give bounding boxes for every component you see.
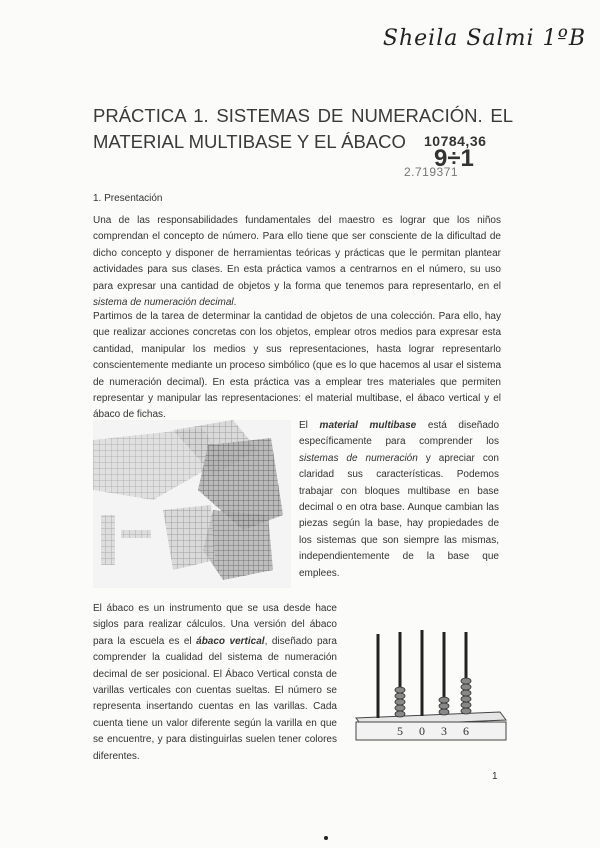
p4-text-a: El ábaco es un instrumento que se usa desde hace siglos para realizar cálculos. Una versión del ábaco para la escuela es el xyxy=(93,603,337,647)
abacus-digit-3: 6 xyxy=(463,724,469,738)
p3-text-b: está diseñado específicamente para comprender los xyxy=(299,420,500,448)
deco-number-bottom: 2.719371 xyxy=(404,165,459,179)
decorative-numbers-image xyxy=(404,133,514,183)
p4-strong xyxy=(196,636,264,647)
p3-emphasis: sistemas de numeración xyxy=(299,452,418,464)
scan-mark xyxy=(324,836,328,840)
abacus-digit-1: 0 xyxy=(419,724,425,738)
paragraph-abacus xyxy=(93,601,337,765)
p3-text-c: y apreciar con claridad sus características. Podemos trabajar con bloques multibase en base decimal o en otra base. Aunque cambian las piezas según la base, hay propiedades de los sistemas que son siempre las mismas, independientemente de la base que emplees. xyxy=(299,452,499,579)
p1-text: Una de las responsabilidades fundamentales del maestro es lograr que los niños comprendan el concepto de número. Para ello tiene que ser consciente de la dificultad de dicho concepto y disponer de herramientas teóricas y prácticas que le permitan plantear actividades para sus clases. En esta práctica vamos a centrarnos en el número, su uso para expresar una cantidad de objetos y la forma que tenemos para representarlo, en el xyxy=(93,215,501,292)
p1-end: . xyxy=(233,297,237,309)
vertical-abacus-illustration xyxy=(350,626,510,744)
deco-number-top: 10784,36 xyxy=(424,133,487,149)
multibase-blocks-photo xyxy=(93,420,291,588)
abacus-digit-0: 5 xyxy=(397,724,403,738)
paragraph-intro xyxy=(93,213,501,311)
p4-text-b: , diseñado para comprender la cualidad del sistema de numeración decimal de ser posicional. El Ábaco Vertical consta de varillas verticales con cuentas sueltas. El número se representa insertando cuentas en las varillas. Cada cuenta tiene un valor diferente según la varilla en que se encuentre, y para distinguirlas suelen tener colores diferentes. xyxy=(93,635,337,762)
page-number: 1 xyxy=(492,771,498,782)
paragraph-multibase xyxy=(299,418,499,582)
abacus-digit-2: 3 xyxy=(441,724,447,738)
p1-emphasis: sistema de numeración decimal xyxy=(93,297,234,309)
p4-strong-em: ábaco vertical xyxy=(196,635,265,647)
paragraph-counting: Partimos de la tarea de determinar la cantidad de objetos de una colección. Para ello, hay que realizar acciones concretas con los objetos, emplear otros medios para expresar esta cantidad, manipular los medios y sus representaciones, hasta lograr representarlo conscientemente mediante un proceso simbólico (que es lo que hacemos al usar el sistema de numeración decimal). En esta práctica vas a emplear tres materiales que permiten representar y manipular las representaciones: el material multibase, el ábaco vertical y el ábaco de fichas. xyxy=(93,311,501,421)
p3-strong xyxy=(320,420,417,431)
p3-strong-em: material multibase xyxy=(319,420,417,431)
page-title: PRÁCTICA 1. SISTEMAS DE NUMERACIÓN. EL MATERIAL MULTIBASE Y EL ÁBACO xyxy=(93,105,513,152)
p3-text-a: El xyxy=(299,420,320,431)
handwritten-signature: Sheila Salmi 1ºB xyxy=(382,26,586,51)
deco-number-main: 9÷1 xyxy=(434,145,474,172)
section-heading: 1. Presentación xyxy=(93,193,163,204)
